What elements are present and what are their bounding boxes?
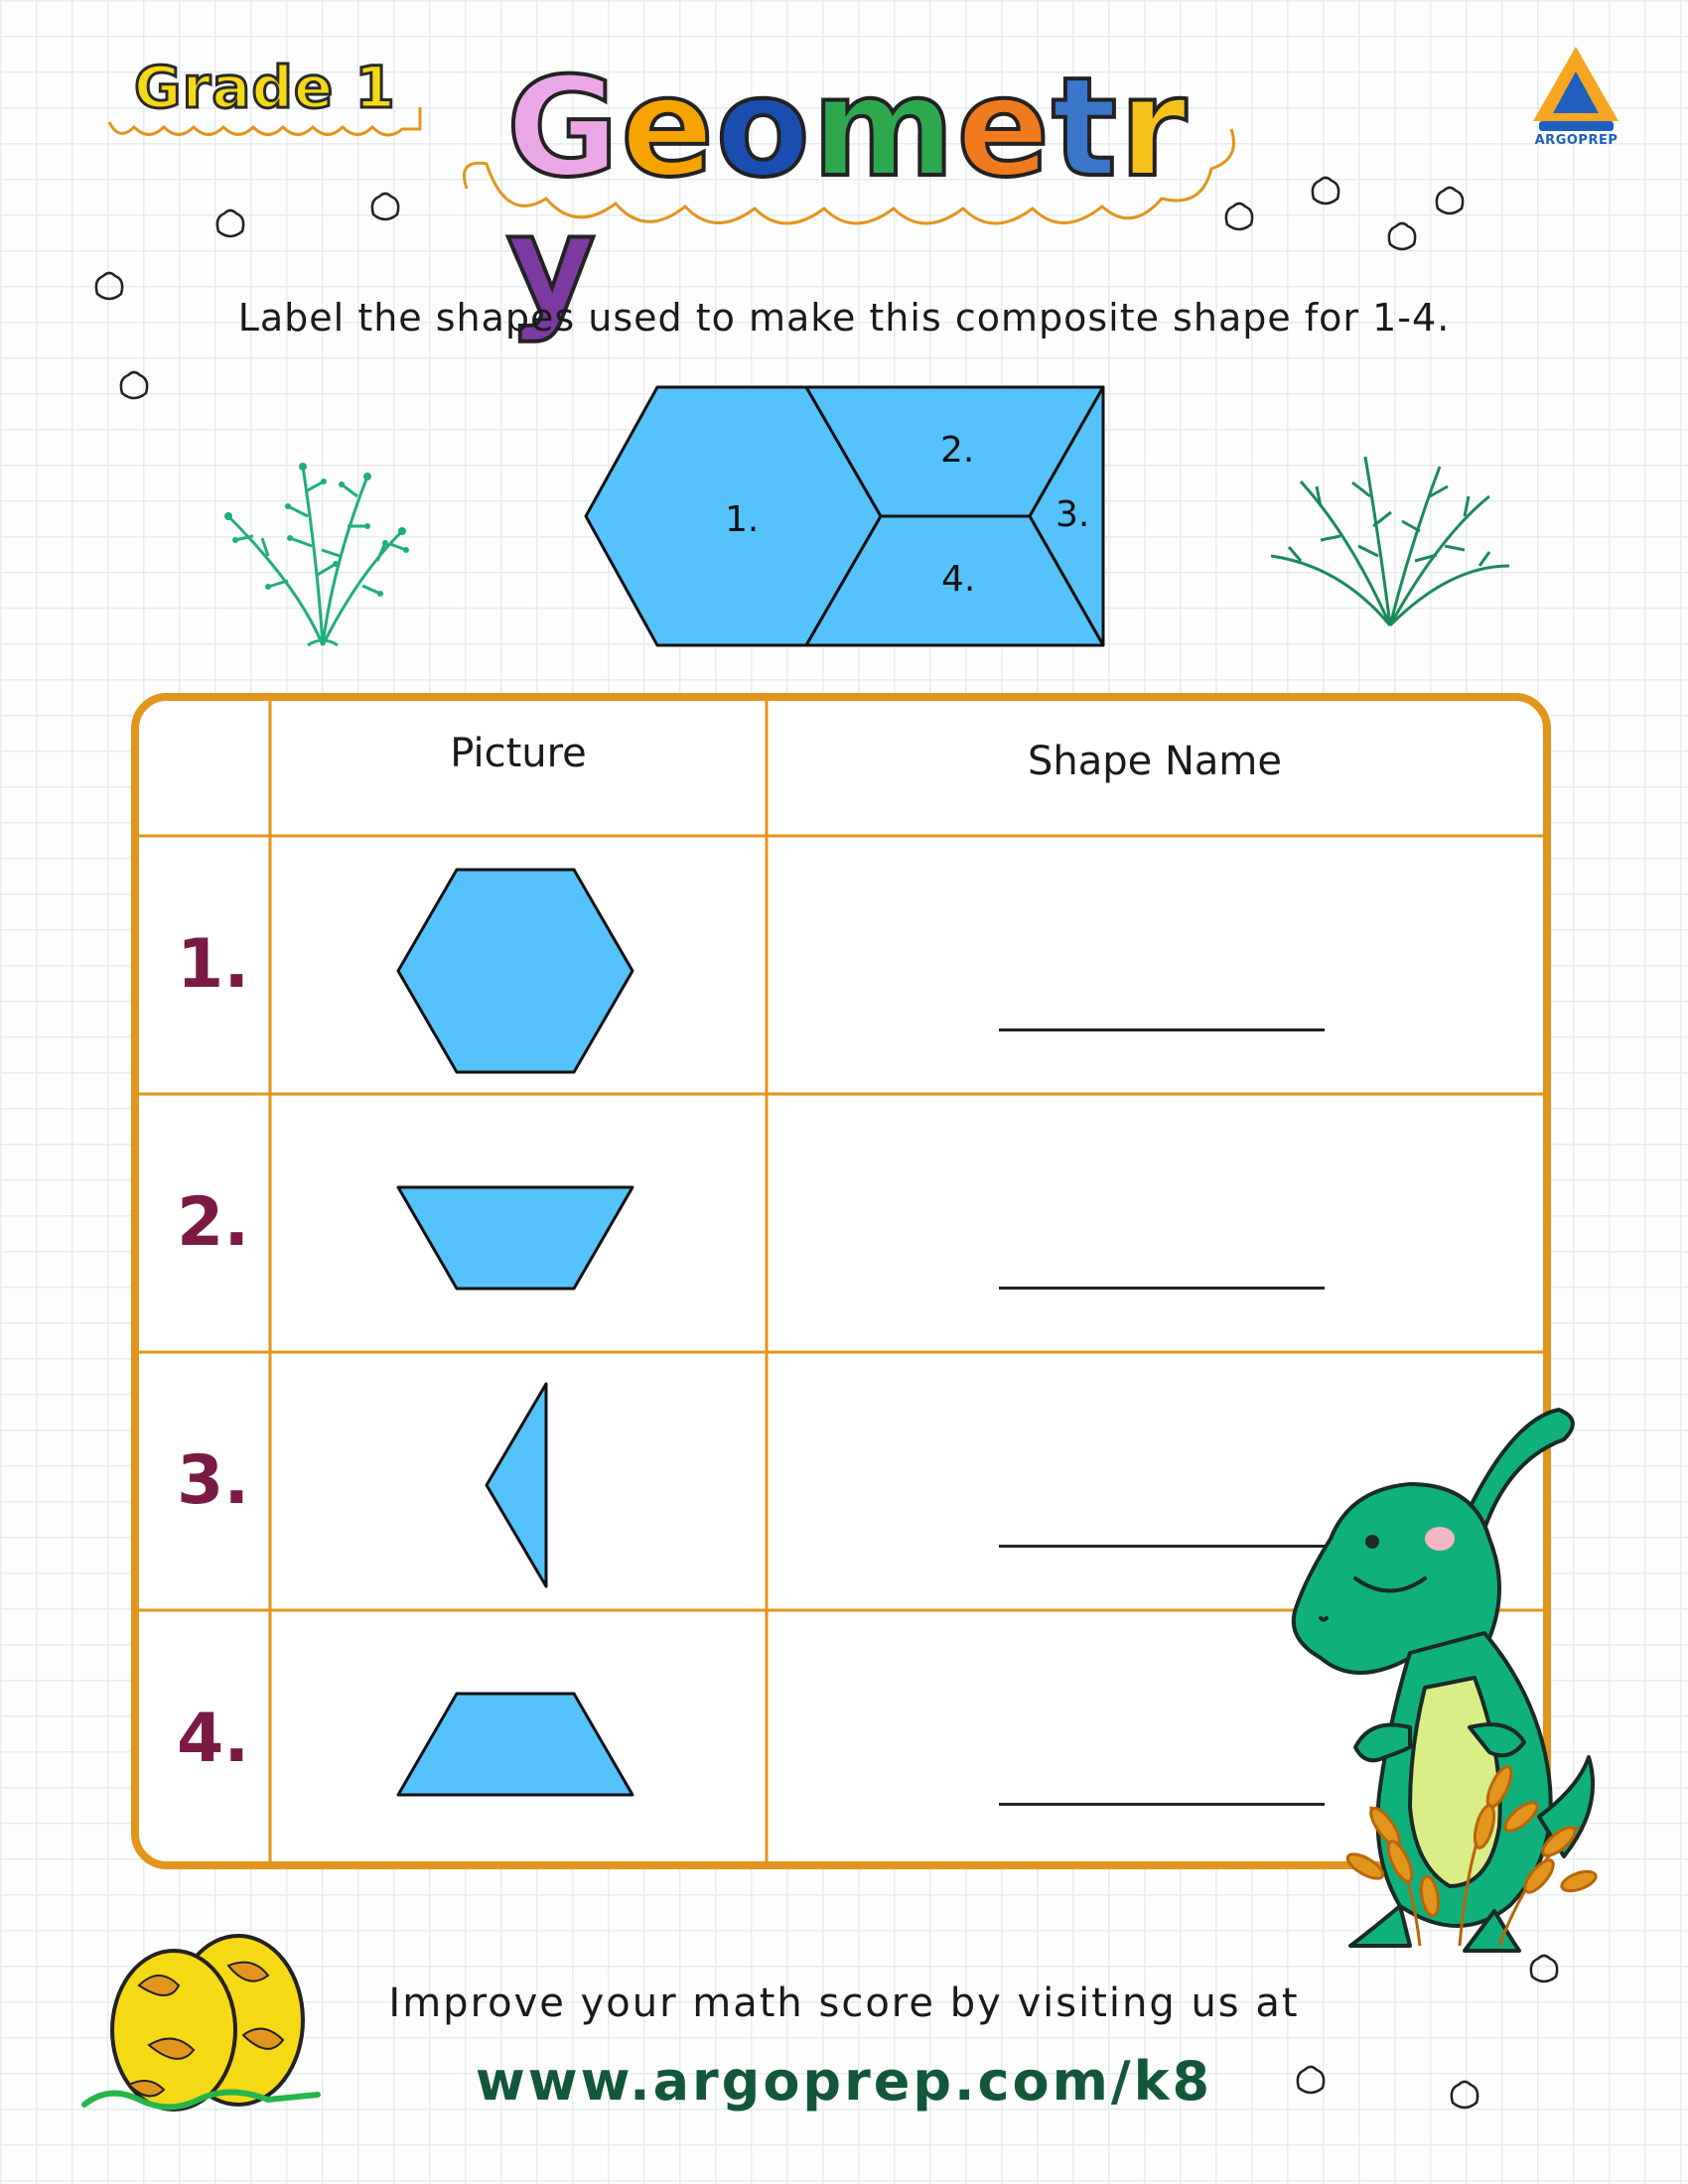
header-picture: Picture	[450, 731, 587, 776]
footprint-icon	[372, 194, 398, 219]
row-number-4: 4.	[177, 1700, 250, 1778]
dinosaur-illustration	[1261, 1390, 1638, 1966]
plant-left-icon	[209, 437, 427, 655]
footprint-icon	[1437, 188, 1463, 213]
row-number-2: 2.	[177, 1183, 250, 1262]
title-letter: y	[506, 185, 598, 344]
triangle-shape	[477, 1376, 566, 1594]
answer-line-2[interactable]	[999, 1287, 1325, 1290]
instruction-text: Label the shapes used to make this composite shape for 1-4.	[237, 296, 1451, 340]
title-letter: m	[811, 48, 957, 207]
title-letter: r	[1119, 48, 1190, 207]
header-shape-name: Shape Name	[1028, 739, 1282, 784]
row-number-1: 1.	[177, 925, 250, 1004]
hexagon-shape	[387, 860, 645, 1078]
title-letter: e	[621, 48, 716, 207]
composite-label-3: 3.	[1055, 494, 1090, 535]
footprint-icon	[1389, 223, 1415, 249]
plant-right-icon	[1261, 437, 1519, 635]
row-number-3: 3.	[177, 1441, 250, 1520]
footprint-icon	[1226, 204, 1252, 229]
dinosaur-eggs-illustration	[79, 1926, 328, 2124]
composite-label-1: 1.	[725, 499, 760, 540]
inverted-trapezoid-shape	[387, 1167, 645, 1297]
footprint-icon	[217, 210, 243, 236]
title-letter: t	[1052, 48, 1120, 207]
logo-text: ARGOPREP	[1534, 133, 1618, 148]
grade-label: Grade 1	[134, 54, 396, 121]
trapezoid-shape	[387, 1684, 645, 1813]
footprint-icon	[1452, 2082, 1477, 2108]
answer-line-1[interactable]	[999, 1028, 1325, 1031]
footer-url-link[interactable]: www.argoprep.com/k8	[475, 2050, 1213, 2113]
title-letter: e	[956, 48, 1053, 207]
footprint-icon	[1313, 178, 1338, 204]
composite-label-4: 4.	[941, 559, 976, 600]
title-letter: G	[506, 48, 622, 207]
composite-label-2: 2.	[940, 430, 975, 471]
title-letter: o	[715, 48, 812, 207]
composite-shape	[581, 382, 1107, 650]
footer-text: Improve your math score by visiting us at	[388, 1980, 1300, 2026]
footprint-icon	[121, 372, 147, 398]
